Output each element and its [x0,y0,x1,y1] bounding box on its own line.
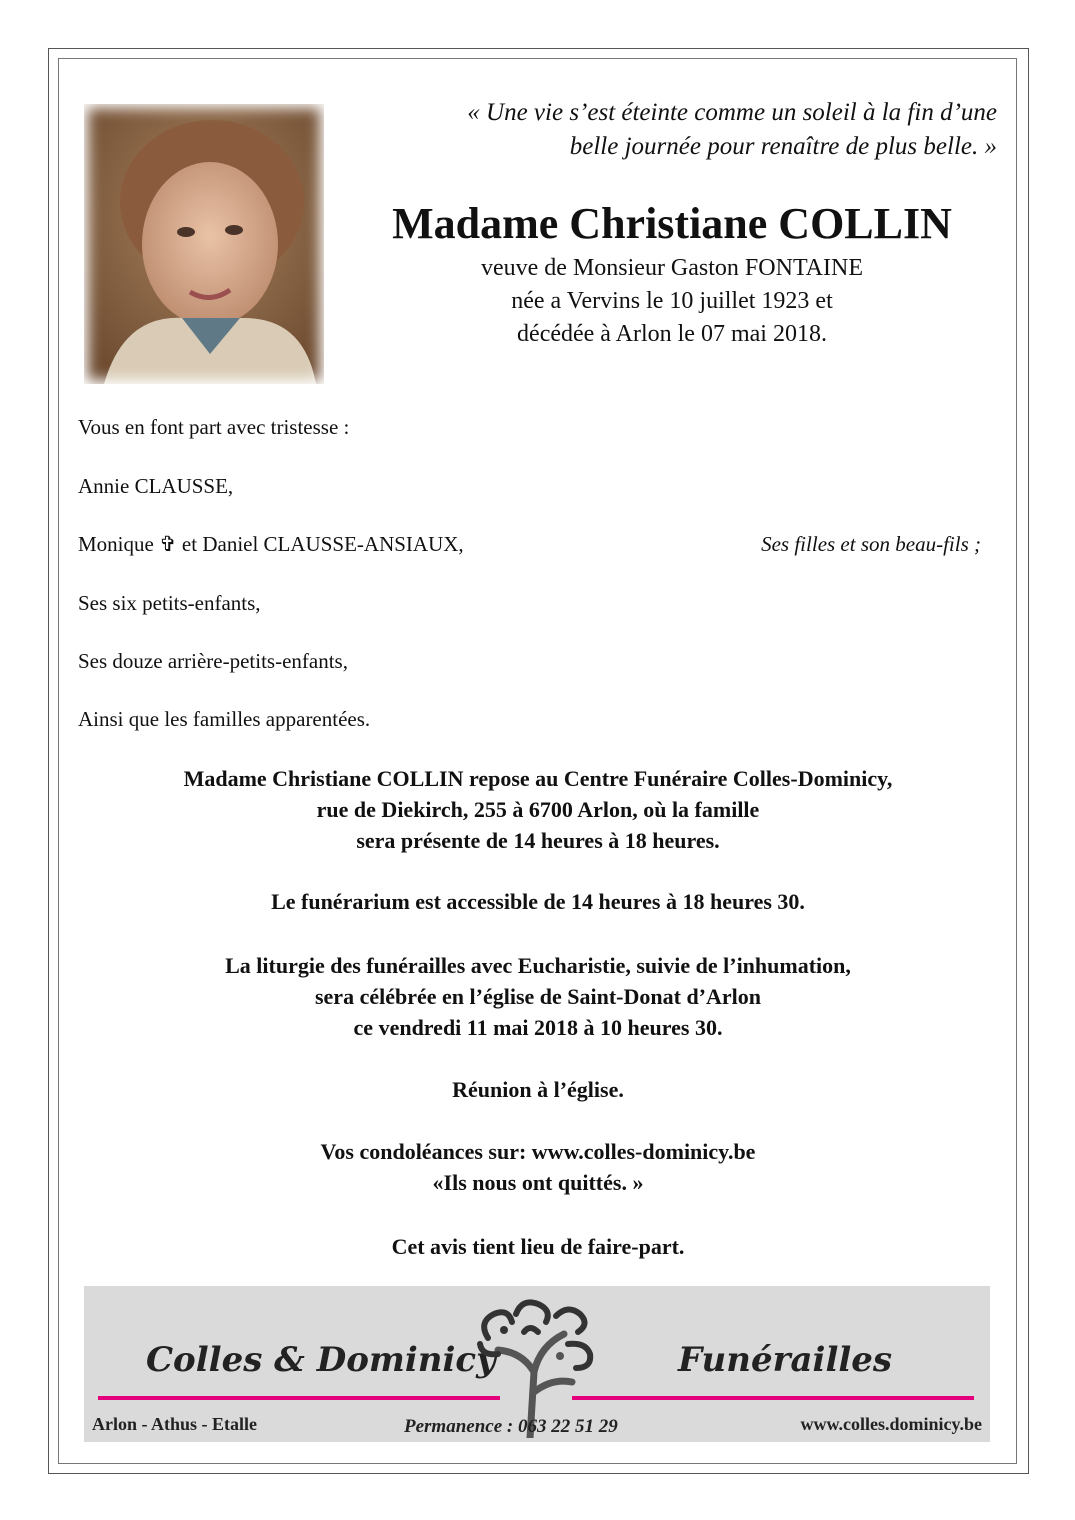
resting-line-3: sera présente de 14 heures à 18 heures. [356,828,720,853]
resting-place-info [78,763,998,856]
liturgy-line-2: sera célébrée en l’église de Saint-Donat d’Arlon [314,984,762,1009]
brand-name: Colles & Dominicy [146,1340,496,1380]
portrait-photo [84,104,324,384]
deceased-details [340,252,1004,351]
accent-line-right [572,1396,974,1400]
family-intro: Vous en font part avec tristesse : [78,415,350,439]
deceased-name: Madame Christiane COLLIN [392,199,952,248]
resting-line-2: rue de Diekirch, 255 à 6700 Arlon, où la famille [316,797,760,822]
accent-line-left [98,1396,500,1400]
notice-statement: Cet avis tient lieu de faire-part. [391,1234,685,1259]
birth-info: née a Vervins le 10 juillet 1923 et [511,288,833,314]
family-line-3: Ses six petits-enfants, [78,591,261,615]
family-relation: Ses filles et son beau-fils ; [761,532,981,556]
resting-line-1: Madame Christiane COLLIN repose au Centre Funéraire Colles-Dominicy, [183,766,893,791]
condolences-line-2: «Ils nous ont quittés. » [432,1170,644,1195]
condolences-line-1: Vos condoléances sur: www.colles-dominicy.be [320,1139,756,1164]
epitaph-quote [357,96,997,164]
quote-line-1: « Une vie s’est éteinte comme un soleil à la fin d’une [467,99,997,126]
meeting-info: Réunion à l’église. [452,1077,624,1102]
condolences-info [78,1136,998,1198]
funeral-home-banner [84,1286,990,1442]
family-line-1: Annie CLAUSSE, [78,474,234,498]
brand-service: Funérailles [678,1340,893,1380]
liturgy-line-3: ce vendredi 11 mai 2018 à 10 heures 30. [353,1015,723,1040]
permanence-phone: Permanence : 063 22 51 29 [404,1416,618,1437]
liturgy-line-1: La liturgie des funérailles avec Eucharistie, suivie de l’inhumation, [225,953,851,978]
family-line-2: Monique ✞ et Daniel CLAUSSE-ANSIAUX, [78,532,464,556]
death-info: décédée à Arlon le 07 mai 2018. [517,321,827,347]
liturgy-info [78,950,998,1043]
locations: Arlon - Athus - Etalle [92,1414,258,1434]
widow-of: veuve de Monsieur Gaston FONTAINE [480,255,863,281]
quote-line-2: belle journée pour renaître de plus belle. » [569,133,997,160]
family-line-5: Ainsi que les familles apparentées. [78,707,371,731]
footer-website: www.colles.dominicy.be [800,1414,982,1434]
funerarium-access: Le funérarium est accessible de 14 heures à 18 heures 30. [271,889,805,914]
family-line-4: Ses douze arrière-petits-enfants, [78,649,348,673]
